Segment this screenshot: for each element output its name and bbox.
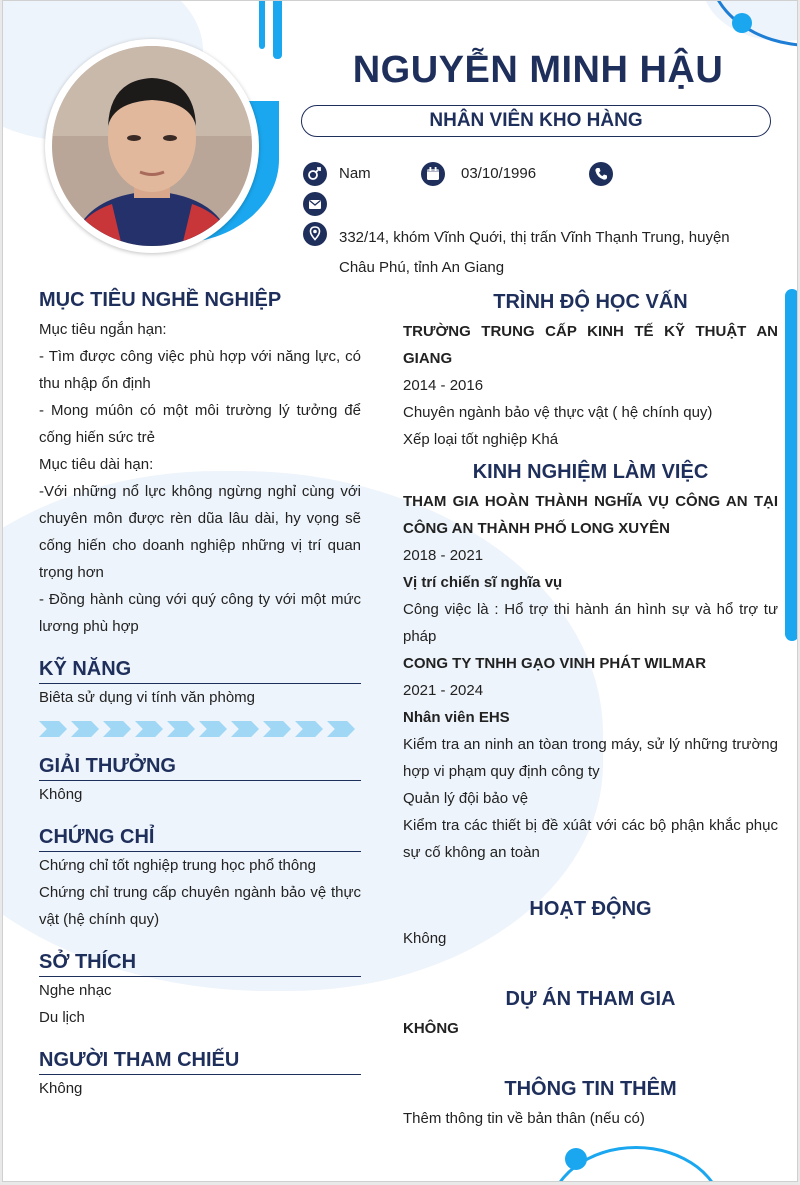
job-duty: Quản lý đội bảo vệ xyxy=(403,790,529,807)
decor-side-bar xyxy=(785,289,798,641)
dob-value: 03/10/1996 xyxy=(461,165,537,182)
education-grade: Xếp loại tốt nghiệp Khá xyxy=(403,431,559,448)
section-title-objective: MỤC TIÊU NGHỀ NGHIỆP xyxy=(39,289,282,311)
education-years: 2014 - 2016 xyxy=(403,377,484,394)
skill-level-step xyxy=(327,721,355,737)
section-title-awards: GIẢI THƯỞNG xyxy=(39,755,361,781)
decor-arc-top xyxy=(708,0,798,47)
job-duty: Kiểm tra an ninh an tòan trong máy, sử lý những trường hợp vi phạm quy định công ty xyxy=(403,736,778,780)
skill-level-step xyxy=(231,721,259,737)
gender-value: Nam xyxy=(339,165,371,182)
decor-bar xyxy=(273,1,282,59)
references-text: Không xyxy=(39,1080,83,1097)
objective-line: - Tìm được công việc phù hợp với năng lực, có thu nhập ổn định xyxy=(39,348,361,392)
awards-text: Không xyxy=(39,786,83,803)
objective-line: -Với những nổ lực không ngừng nghỉ cùng với chuyên môn được rèn dũa lâu dài, hy vọng sẽ cống hiến cho doanh nghiệp những vị trí quan trọng hơn xyxy=(39,483,361,581)
skill-level-step xyxy=(295,721,323,737)
objective-line: - Đồng hành cùng với quý công ty với một mức lương phù hợp xyxy=(39,591,361,635)
phone-icon xyxy=(589,162,613,186)
decor-dot-bottom xyxy=(565,1148,587,1170)
section-title-experience: KINH NGHIỆM LÀM VIỆC xyxy=(472,461,709,483)
candidate-name: NGUYỄN MINH HẬU xyxy=(352,49,724,91)
job-position: Nhân viên EHS xyxy=(403,709,510,726)
section-title-projects: DỰ ÁN THAM GIA xyxy=(505,988,676,1010)
job-years: 2021 - 2024 xyxy=(403,682,484,699)
job-duty: Công việc là : Hổ trợ thi hành án hình sự và hổ trợ tư pháp xyxy=(403,601,778,645)
certificate-item: Chứng chỉ trung cấp chuyên ngành bảo vệ thực vật (hệ chính quy) xyxy=(39,884,361,928)
objective-line: Mục tiêu dài hạn: xyxy=(39,456,154,473)
section-title-activities: HOẠT ĐỘNG xyxy=(529,898,652,920)
skill-level-step xyxy=(39,721,67,737)
job-org: THAM GIA HOÀN THÀNH NGHĨA VỤ CÔNG AN TẠI CÔNG AN THÀNH PHỐ LONG XUYÊN xyxy=(403,493,778,537)
objective-line: - Mong múôn có một môi trường lý tưởng để cống hiến sức trẻ xyxy=(39,402,361,446)
more-info-text: Thêm thông tin về bản thân (nếu có) xyxy=(403,1110,645,1127)
left-column xyxy=(39,289,361,1102)
avatar xyxy=(45,39,259,253)
skill-level-step xyxy=(167,721,195,737)
section-title-hobbies: SỞ THÍCH xyxy=(39,951,361,977)
skill-level-bar xyxy=(39,721,361,737)
education-major: Chuyên ngành bảo vệ thực vật ( hệ chính quy) xyxy=(403,404,713,421)
objective-line: Mục tiêu ngắn hạn: xyxy=(39,321,167,338)
location-icon xyxy=(303,222,327,246)
certificate-item: Chứng chỉ tốt nghiệp trung học phổ thông xyxy=(39,857,316,874)
skill-item: Biêta sử dụng vi tính văn phòmg xyxy=(39,689,256,706)
skill-level-step xyxy=(71,721,99,737)
projects-text: KHÔNG xyxy=(403,1020,459,1037)
right-column xyxy=(403,291,778,1132)
skill-level-step xyxy=(263,721,291,737)
calendar-icon xyxy=(421,162,445,186)
hobby-item: Nghe nhạc xyxy=(39,982,112,999)
section-title-education: TRÌNH ĐỘ HỌC VẤN xyxy=(493,291,688,313)
email-icon xyxy=(303,192,327,216)
decor-dot-top xyxy=(732,13,752,33)
section-title-references: NGƯỜI THAM CHIẾU xyxy=(39,1049,361,1075)
gender-icon xyxy=(303,162,327,186)
cv-page xyxy=(2,0,798,1182)
decor-bar xyxy=(259,1,265,49)
hobby-item: Du lịch xyxy=(39,1009,85,1026)
avatar-portrait xyxy=(52,46,252,246)
job-duty: Kiểm tra các thiết bị đề xúât với các bộ phận khắc phục sự cố không an toàn xyxy=(403,817,778,861)
skill-level-step xyxy=(103,721,131,737)
school-name: TRƯỜNG TRUNG CẤP KINH TẾ KỸ THUẬT AN GIANG xyxy=(403,323,778,367)
activities-text: Không xyxy=(403,930,447,947)
job-org: CONG TY TNHH GẠO VINH PHÁT WILMAR xyxy=(403,655,707,672)
job-years: 2018 - 2021 xyxy=(403,547,484,564)
section-title-certificates: CHỨNG CHỈ xyxy=(39,826,361,852)
section-title-more-info: THÔNG TIN THÊM xyxy=(504,1078,677,1100)
skill-level-step xyxy=(199,721,227,737)
address-value: 332/14, khóm Vĩnh Quới, thị trấn Vĩnh Thạnh Trung, huyện Châu Phú, tỉnh An Giang xyxy=(339,229,730,276)
section-title-skills: KỸ NĂNG xyxy=(39,658,361,684)
job-title: NHÂN VIÊN KHO HÀNG xyxy=(301,105,771,137)
skill-level-step xyxy=(135,721,163,737)
job-position: Vị trí chiến sĩ nghĩa vụ xyxy=(403,574,563,591)
